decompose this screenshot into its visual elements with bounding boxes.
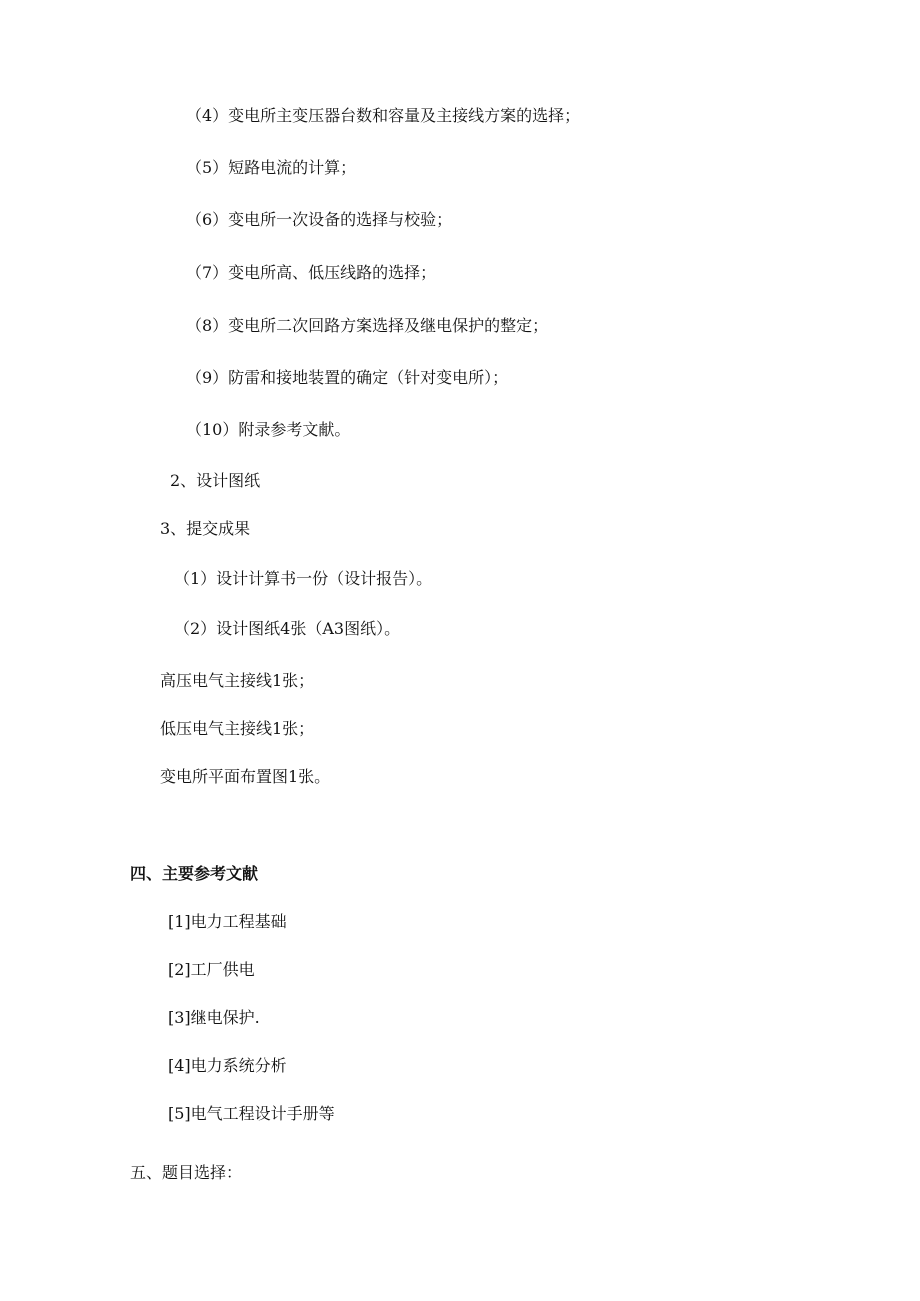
- reference-item: [3]继电保护.: [168, 1008, 260, 1027]
- design-item-7: （7）变电所高、低压线路的选择；: [186, 263, 437, 282]
- design-item-9: （9）防雷和接地装置的确定（针对变电所）；: [186, 368, 509, 387]
- drawing-list-item: 高压电气主接线1张；: [160, 671, 315, 690]
- deliverable-item: （1）设计计算书一份（设计报告）。: [174, 569, 433, 588]
- design-item-8: （8）变电所二次回路方案选择及继电保护的整定；: [186, 316, 549, 335]
- design-item-5: （5）短路电流的计算；: [186, 158, 357, 177]
- deliverables-heading: 3、提交成果: [160, 519, 251, 538]
- reference-item: [1]电力工程基础: [168, 912, 287, 931]
- drawing-list-item: 低压电气主接线1张；: [160, 719, 315, 738]
- reference-item: [5]电气工程设计手册等: [168, 1104, 335, 1123]
- reference-item: [2]工厂供电: [168, 960, 255, 979]
- references-heading: 四、主要参考文献: [130, 864, 259, 883]
- topic-selection-heading: 五、题目选择：: [130, 1163, 243, 1182]
- drawing-list-item: 变电所平面布置图1张。: [160, 767, 331, 786]
- design-item-6: （6）变电所一次设备的选择与校验；: [186, 210, 453, 229]
- reference-item: [4]电力系统分析: [168, 1056, 287, 1075]
- design-drawings-heading: 2、设计图纸: [170, 471, 261, 490]
- design-item-10: （10）附录参考文献。: [186, 420, 351, 439]
- design-item-4: （4）变电所主变压器台数和容量及主接线方案的选择；: [186, 106, 581, 125]
- deliverable-item: （2）设计图纸4张（A3图纸）。: [174, 619, 401, 638]
